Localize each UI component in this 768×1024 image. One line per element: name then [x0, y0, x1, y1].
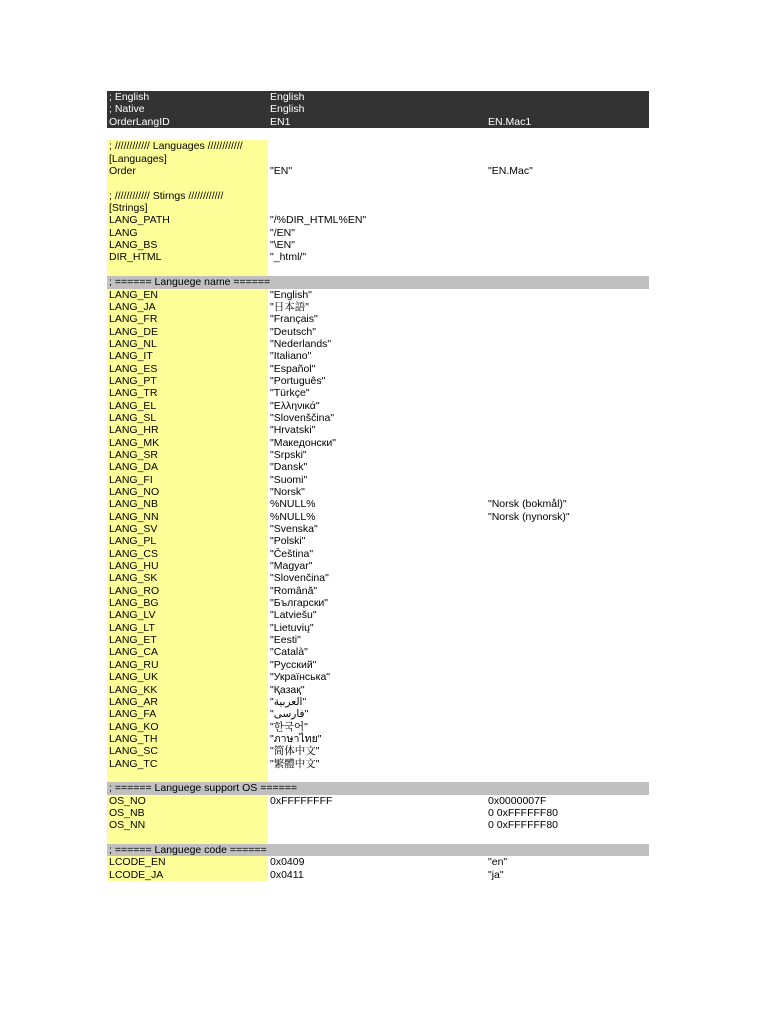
key-cell: [Strings]	[107, 202, 268, 214]
value-cell: "Srpski"	[270, 448, 307, 461]
data-row	[107, 597, 649, 609]
key-cell: LANG_SC	[107, 745, 268, 757]
data-row	[107, 190, 649, 202]
key-cell: LANG_ES	[107, 363, 268, 375]
value-cell	[268, 140, 486, 152]
mac-value-cell	[486, 721, 649, 733]
data-row	[107, 511, 649, 523]
value-cell	[268, 844, 486, 856]
key-cell: LANG_FA	[107, 708, 268, 720]
key-cell: LANG_PATH	[107, 214, 268, 226]
key-cell: OS_NB	[107, 807, 268, 819]
mac-value-cell	[486, 326, 649, 338]
mac-value-cell	[486, 214, 649, 226]
key-cell: LANG_PT	[107, 375, 268, 387]
value-cell	[268, 276, 486, 288]
data-row	[107, 646, 649, 658]
value-cell: "Español"	[270, 362, 316, 375]
value-cell: "Norsk"	[270, 486, 305, 498]
value-cell: "Nederlands"	[270, 337, 332, 350]
key-cell: LANG_HR	[107, 424, 268, 436]
mac-value-cell: "ja"	[488, 868, 504, 881]
data-row	[107, 251, 649, 263]
key-cell: LANG_EN	[107, 289, 268, 301]
key-cell: LANG_NN	[107, 511, 268, 523]
key-cell: LANG_FI	[107, 474, 268, 486]
data-row	[107, 424, 649, 436]
data-row	[107, 634, 649, 646]
data-row	[107, 214, 649, 226]
value-cell: "فارسی"	[270, 708, 309, 721]
data-row	[107, 498, 649, 510]
key-cell: LANG_SV	[107, 523, 268, 535]
mac-value-cell	[486, 585, 649, 597]
mac-value-cell	[486, 202, 649, 214]
blank-row	[107, 128, 649, 140]
key-cell: ; ====== Languege support OS ======	[109, 782, 297, 795]
value-cell: "日本語"	[270, 300, 309, 313]
data-row	[107, 869, 649, 881]
key-cell: LANG_CS	[107, 548, 268, 560]
header-row	[107, 103, 649, 115]
mac-value-cell	[486, 437, 649, 449]
data-row	[107, 165, 649, 177]
data-row	[107, 474, 649, 486]
data-row	[107, 609, 649, 621]
key-cell: LANG_BS	[107, 239, 268, 251]
value-cell: "العربية"	[270, 695, 307, 708]
section-header-row	[107, 276, 649, 288]
header-row	[107, 91, 649, 103]
key-cell: OrderLangID	[109, 115, 170, 128]
data-row	[107, 684, 649, 696]
data-row	[107, 795, 649, 807]
key-cell: LANG_RO	[107, 585, 268, 597]
data-row	[107, 461, 649, 473]
key-cell: LANG_AR	[107, 696, 268, 708]
mac-value-cell	[486, 239, 649, 251]
mac-value-cell	[486, 424, 649, 436]
mac-value-cell	[486, 523, 649, 535]
key-cell: ; //////////// Stirngs ////////////	[107, 190, 268, 202]
data-row	[107, 807, 649, 819]
value-cell: "Русский"	[270, 658, 317, 671]
value-cell: "Slovenčina"	[270, 572, 329, 585]
value-cell: "Eesti"	[270, 634, 301, 647]
key-cell: ; ====== Languege name ======	[109, 276, 271, 289]
mac-value-cell	[486, 140, 649, 152]
mac-value-cell: 0 0xFFFFFF80	[488, 806, 559, 819]
mac-value-cell	[486, 289, 649, 301]
key-cell: LANG_IT	[107, 350, 268, 362]
key-cell: LCODE_JA	[107, 869, 268, 881]
value-cell	[268, 782, 486, 794]
value-cell: "Slovenščina"	[270, 411, 335, 424]
key-cell: LANG_PL	[107, 535, 268, 547]
mac-value-cell	[486, 622, 649, 634]
key-cell: LANG_FR	[107, 313, 268, 325]
data-row	[107, 585, 649, 597]
value-cell: "_html/"	[270, 251, 307, 264]
data-row	[107, 202, 649, 214]
data-row	[107, 227, 649, 239]
key-cell: OS_NN	[107, 819, 268, 831]
key-cell: ; ====== Languege code ======	[109, 843, 267, 856]
key-cell: LANG_TC	[107, 758, 268, 770]
key-cell: [Languages]	[107, 153, 268, 165]
value-cell: "Português"	[270, 374, 326, 387]
value-cell: "Қазақ"	[270, 683, 305, 696]
data-row	[107, 819, 649, 831]
mac-value-cell: 0 0xFFFFFF80	[488, 819, 559, 832]
key-cell: LANG	[107, 227, 268, 239]
value-cell: "English"	[270, 288, 312, 301]
key-cell: LANG_SK	[107, 572, 268, 584]
mac-value-cell	[486, 535, 649, 547]
value-cell: "Italiano"	[270, 350, 312, 363]
section-header-row	[107, 844, 649, 856]
value-cell: "Македонски"	[270, 436, 336, 449]
key-cell: LANG_RU	[107, 659, 268, 671]
mac-value-cell: "Norsk (bokmål)"	[488, 498, 567, 511]
value-cell: "简体中文"	[270, 745, 320, 758]
value-cell: 0xFFFFFFFF	[270, 794, 333, 807]
data-row	[107, 387, 649, 399]
key-cell: DIR_HTML	[107, 251, 268, 263]
value-cell	[268, 190, 486, 202]
key-cell: LANG_LT	[107, 622, 268, 634]
value-cell: "Latviešu"	[270, 609, 317, 622]
data-row	[107, 239, 649, 251]
value-cell: "Čeština"	[270, 547, 314, 560]
data-row	[107, 572, 649, 584]
key-cell: LANG_EL	[107, 400, 268, 412]
value-cell: "Català"	[270, 646, 308, 659]
data-row	[107, 721, 649, 733]
mac-value-cell	[486, 671, 649, 683]
data-row	[107, 733, 649, 745]
mac-value-cell	[486, 844, 649, 856]
value-cell: "Türkçe"	[270, 387, 310, 400]
mac-value-cell	[486, 412, 649, 424]
key-cell: LANG_CA	[107, 646, 268, 658]
key-cell: LCODE_EN	[107, 856, 268, 868]
data-row	[107, 696, 649, 708]
mac-value-cell	[486, 572, 649, 584]
value-cell: "Svenska"	[270, 523, 318, 536]
mac-value-cell	[486, 276, 649, 288]
blank-row	[107, 264, 649, 276]
mac-value-cell	[486, 708, 649, 720]
value-cell: %NULL%	[270, 498, 316, 511]
key-cell: LANG_KO	[107, 721, 268, 733]
mac-value-cell	[486, 350, 649, 362]
value-cell: "Українська"	[270, 671, 331, 684]
data-row	[107, 758, 649, 770]
blank-row	[107, 177, 649, 189]
key-cell: LANG_MK	[107, 437, 268, 449]
mac-value-cell	[486, 227, 649, 239]
value-cell: "Magyar"	[270, 560, 313, 573]
mac-value-cell	[486, 548, 649, 560]
data-row	[107, 437, 649, 449]
mac-value-cell	[486, 313, 649, 325]
mac-value-cell: EN.Mac1	[488, 115, 532, 128]
key-cell: ; //////////// Languages ////////////	[107, 140, 268, 152]
value-cell	[268, 807, 486, 819]
value-cell	[268, 202, 486, 214]
data-row	[107, 745, 649, 757]
value-cell: "\EN"	[270, 239, 295, 252]
data-row	[107, 856, 649, 868]
mac-value-cell	[486, 486, 649, 498]
mac-value-cell	[486, 91, 649, 103]
value-cell: 0x0411	[270, 868, 304, 881]
spreadsheet	[107, 91, 649, 881]
data-row	[107, 326, 649, 338]
key-cell: LANG_TR	[107, 387, 268, 399]
value-cell: English	[270, 91, 305, 103]
mac-value-cell	[486, 745, 649, 757]
mac-value-cell	[486, 597, 649, 609]
mac-value-cell	[486, 659, 649, 671]
data-row	[107, 449, 649, 461]
mac-value-cell	[486, 461, 649, 473]
data-row	[107, 289, 649, 301]
key-cell: LANG_KK	[107, 684, 268, 696]
value-cell: English	[270, 103, 305, 116]
mac-value-cell	[486, 684, 649, 696]
value-cell: "Français"	[270, 313, 318, 326]
key-cell: LANG_UK	[107, 671, 268, 683]
mac-value-cell	[486, 733, 649, 745]
mac-value-cell: "EN.Mac"	[488, 165, 533, 178]
mac-value-cell	[486, 646, 649, 658]
value-cell: "Deutsch"	[270, 325, 316, 338]
value-cell: "EN"	[270, 165, 293, 178]
mac-value-cell	[486, 758, 649, 770]
mac-value-cell	[486, 190, 649, 202]
mac-value-cell	[486, 474, 649, 486]
data-row	[107, 375, 649, 387]
key-cell: ; Native	[109, 103, 145, 116]
mac-value-cell	[486, 363, 649, 375]
key-cell: ; English	[109, 91, 150, 103]
header-row	[107, 116, 649, 128]
data-row	[107, 301, 649, 313]
mac-value-cell: "en"	[488, 856, 508, 869]
data-row	[107, 671, 649, 683]
data-row	[107, 708, 649, 720]
value-cell: "Lietuvių"	[270, 621, 314, 634]
value-cell	[268, 819, 486, 831]
mac-value-cell	[486, 560, 649, 572]
value-cell: 0x0409	[270, 856, 305, 869]
mac-value-cell	[486, 782, 649, 794]
value-cell: "Polski"	[270, 535, 306, 548]
mac-value-cell	[486, 400, 649, 412]
mac-value-cell	[486, 103, 649, 115]
value-cell: "Dansk"	[270, 461, 308, 474]
mac-value-cell	[486, 387, 649, 399]
value-cell	[268, 153, 486, 165]
mac-value-cell: "Norsk (nynorsk)"	[488, 510, 570, 523]
data-row	[107, 560, 649, 572]
mac-value-cell	[486, 375, 649, 387]
key-cell: LANG_BG	[107, 597, 268, 609]
key-cell: LANG_SL	[107, 412, 268, 424]
blank-row	[107, 832, 649, 844]
mac-value-cell	[486, 338, 649, 350]
mac-value-cell	[486, 449, 649, 461]
section-header-row	[107, 782, 649, 794]
value-cell: "Suomi"	[270, 473, 308, 486]
value-cell: "Ελληνικά"	[270, 399, 320, 412]
value-cell: EN1	[270, 115, 291, 128]
mac-value-cell	[486, 696, 649, 708]
key-cell: LANG_HU	[107, 560, 268, 572]
key-cell: LANG_DE	[107, 326, 268, 338]
mac-value-cell	[486, 609, 649, 621]
key-cell: LANG_JA	[107, 301, 268, 313]
value-cell: %NULL%	[270, 510, 316, 523]
data-row	[107, 523, 649, 535]
data-row	[107, 140, 649, 152]
key-cell: LANG_NO	[107, 486, 268, 498]
data-row	[107, 535, 649, 547]
value-cell: "한국어"	[270, 720, 308, 733]
value-cell: "/EN"	[270, 226, 295, 239]
mac-value-cell	[486, 153, 649, 165]
data-row	[107, 338, 649, 350]
data-row	[107, 622, 649, 634]
key-cell: LANG_SR	[107, 449, 268, 461]
key-cell: Order	[107, 165, 268, 177]
data-row	[107, 363, 649, 375]
mac-value-cell: 0x0000007F	[488, 794, 547, 807]
data-row	[107, 548, 649, 560]
blank-row	[107, 770, 649, 782]
data-row	[107, 659, 649, 671]
key-cell: LANG_DA	[107, 461, 268, 473]
value-cell: "/%DIR_HTML%EN"	[270, 214, 367, 227]
value-cell: "繁體中文"	[270, 757, 320, 770]
data-row	[107, 350, 649, 362]
data-row	[107, 153, 649, 165]
mac-value-cell	[486, 634, 649, 646]
mac-value-cell	[486, 251, 649, 263]
data-row	[107, 412, 649, 424]
key-cell: OS_NO	[107, 795, 268, 807]
key-cell: LANG_ET	[107, 634, 268, 646]
data-row	[107, 486, 649, 498]
value-cell: "Română"	[270, 584, 318, 597]
data-row	[107, 313, 649, 325]
value-cell: "Български"	[270, 597, 329, 610]
value-cell: "ภาษาไทย"	[270, 732, 322, 745]
value-cell: "Hrvatski"	[270, 424, 316, 437]
key-cell: LANG_TH	[107, 733, 268, 745]
key-cell: LANG_LV	[107, 609, 268, 621]
key-cell: LANG_NB	[107, 498, 268, 510]
key-cell: LANG_NL	[107, 338, 268, 350]
data-row	[107, 400, 649, 412]
mac-value-cell	[486, 301, 649, 313]
